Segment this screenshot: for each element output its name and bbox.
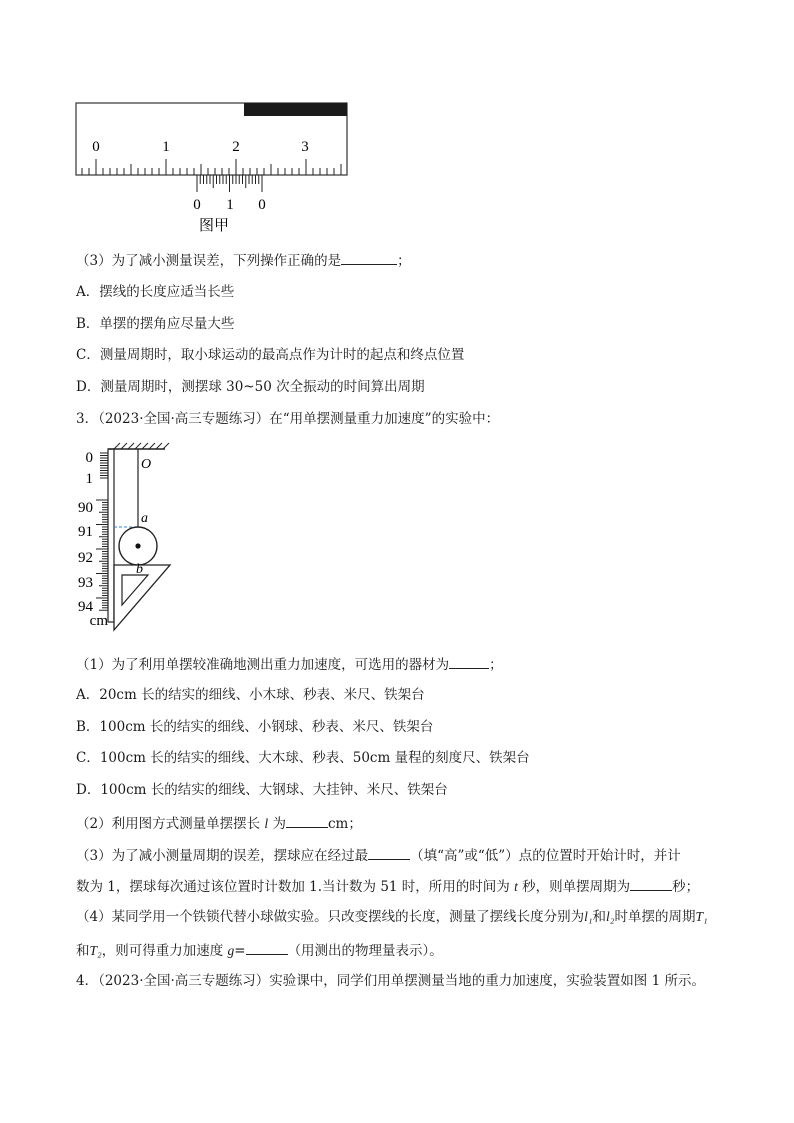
q3-option-d: D．100cm 长的结实的细线、大钢球、大挂钟、米尺、铁架台 xyxy=(76,782,448,798)
variable-g: g xyxy=(227,943,235,958)
q2-option-c: C．测量周期时，取小球运动的最高点作为计时的起点和终点位置 xyxy=(76,347,465,363)
vernier-scale-ticks xyxy=(197,175,262,192)
hatch-line xyxy=(135,443,141,449)
stem-text: （用测出的物理量表示）。 xyxy=(287,943,443,959)
ruler-label-90: 90 xyxy=(78,500,93,516)
ruler-body xyxy=(108,449,114,622)
stem-text: （4）某同学用一个铁锁代替小球做实验。只改变摆线的长度，测量了摆线长度分别为 xyxy=(76,909,585,925)
main-scale-label-1: 1 xyxy=(162,139,170,155)
stem-text: （3）为了减小测量误差，下列操作正确的是 xyxy=(76,253,342,269)
stem-text: 和 xyxy=(592,909,607,925)
variable-t: t xyxy=(514,879,518,894)
figure-caption: 图甲 xyxy=(198,218,230,234)
stem-text: 时单摆的周期 xyxy=(614,909,696,925)
caliper-jaw-bar xyxy=(244,103,347,116)
q3-part3-line2 xyxy=(76,876,699,896)
vernier-label-2: 0 xyxy=(258,197,266,213)
q2-option-d: D．测量周期时，测摆球 30~50 次全振动的时间算出周期 xyxy=(76,379,425,395)
ruler-label-93: 93 xyxy=(78,575,93,591)
stem-text: ，则可得重力加速度 xyxy=(101,943,228,959)
ruler-ticks xyxy=(96,453,108,610)
stem-text: 数为 1，摆球每次通过该位置时计数加 1.当计数为 51 时，所用的时间为 xyxy=(76,879,515,895)
answer-blank[interactable] xyxy=(368,845,410,860)
answer-blank[interactable] xyxy=(449,654,489,669)
q3-option-b: B．100cm 长的结实的细线、小钢球、秒表、米尺、铁架台 xyxy=(76,719,434,735)
hatch-line xyxy=(156,443,162,449)
q2-option-a: A．摆线的长度应适当长些 xyxy=(76,284,235,300)
ruler-unit: cm xyxy=(89,613,108,629)
q3-part4-line1 xyxy=(76,908,708,926)
ruler-label-1: 1 xyxy=(85,471,93,487)
stem-text: （2）利用图方式测量单摆摆长 xyxy=(76,816,265,832)
stem-text: 为 xyxy=(268,816,286,832)
hatch-line xyxy=(163,443,169,449)
main-scale-label-3: 3 xyxy=(301,139,309,155)
answer-blank[interactable] xyxy=(341,250,397,265)
q3-part4-line2 xyxy=(76,940,443,960)
stem-text: cm； xyxy=(327,816,362,832)
variable-l: l xyxy=(264,816,269,831)
variable-l1: l₁ xyxy=(584,909,593,924)
stem-text: ； xyxy=(397,253,411,269)
stem-text: ； xyxy=(489,657,503,673)
stem-text: 和 xyxy=(76,943,90,959)
stem-text: = xyxy=(234,943,246,959)
vernier-label-1: 1 xyxy=(226,197,234,213)
q2-option-b: B．单摆的摆角应尽量大些 xyxy=(76,316,235,332)
q3-part3-line1 xyxy=(76,845,681,865)
q4-header: 4．（2023·全国·高三专题练习）实验课中，同学们用单摆测量当地的重力加速度，实验装置如图 1 所示。 xyxy=(76,973,705,989)
q3-option-c: C．100cm 长的结实的细线、大木球、秒表、50cm 量程的刻度尺、铁架台 xyxy=(76,750,530,766)
q2-part3-stem xyxy=(76,250,411,270)
vernier-label-0: 0 xyxy=(193,197,201,213)
stem-text: 秒，则单摆周期为 xyxy=(517,879,631,895)
stem-text: （1）为了利用单摆较准确地测出重力加速度，可选用的器材为 xyxy=(76,657,450,673)
q3-option-a: A．20cm 长的结实的细线、小木球、秒表、米尺、铁架台 xyxy=(76,687,425,703)
stem-text: （填“高”或“低”）点的位置时开始计时，并计 xyxy=(410,848,681,864)
hatch-line xyxy=(142,443,148,449)
answer-blank[interactable] xyxy=(246,940,288,955)
point-b-label: b xyxy=(136,562,143,577)
answer-blank[interactable] xyxy=(286,813,328,828)
q3-part2 xyxy=(76,813,362,833)
ball-center-dot xyxy=(135,543,140,548)
q3-header: 3．（2023·全国·高三专题练习）在“用单摆测量重力加速度”的实验中： xyxy=(76,411,500,427)
main-scale-label-0: 0 xyxy=(92,139,100,155)
variable-t1: T₁ xyxy=(695,909,708,924)
ruler-label-0: 0 xyxy=(85,450,93,466)
hatch-line xyxy=(114,443,120,449)
answer-blank[interactable] xyxy=(630,876,672,891)
main-scale-label-2: 2 xyxy=(232,139,240,155)
stem-text: 秒； xyxy=(672,879,700,895)
stem-text: （3）为了减小测量周期的误差，摆球应在经过最 xyxy=(76,848,369,864)
q3-part1-stem xyxy=(76,654,503,674)
ruler-label-94: 94 xyxy=(78,599,93,615)
hatch-line xyxy=(121,443,127,449)
point-o-label: O xyxy=(141,457,152,472)
point-a-label: a xyxy=(141,511,148,526)
ruler-label-91: 91 xyxy=(78,524,93,540)
ruler-label-92: 92 xyxy=(78,550,93,566)
variable-t2: T₂ xyxy=(89,943,102,958)
support-hatching xyxy=(114,443,169,449)
pendulum-ruler-figure xyxy=(0,440,794,640)
hatch-line xyxy=(149,443,155,449)
hatch-line xyxy=(128,443,134,449)
variable-l2: l₂ xyxy=(606,909,615,924)
